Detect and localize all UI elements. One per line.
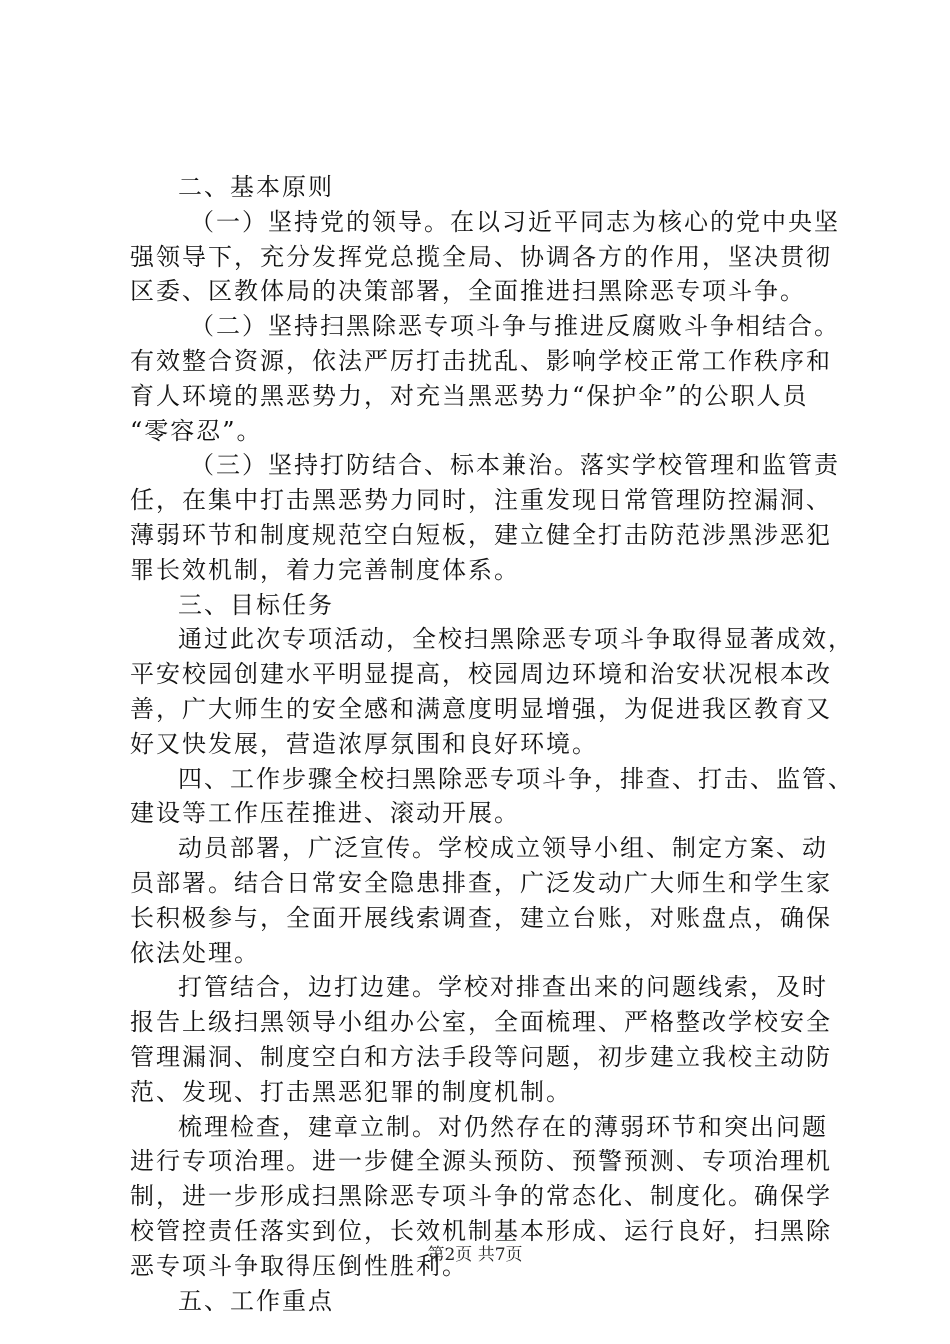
- document-body: [130, 170, 854, 1318]
- paragraph-line: 打管结合，边打边建。学校对排查出来的问题线索，及时: [178, 973, 828, 1002]
- paragraph-line: 长积极参与，全面开展线索调查，建立台账，对账盘点，确保: [130, 903, 832, 932]
- paragraph-line: 报告上级扫黑领导小组办公室，全面梳理、严格整改学校安全: [130, 1008, 832, 1037]
- paragraph-line: 好又快发展，营造浓厚氛围和良好环境。: [130, 729, 598, 758]
- section-heading: 三、目标任务: [178, 590, 334, 619]
- paragraph-line: 动员部署，广泛宣传。学校成立领导小组、制定方案、动: [178, 834, 828, 863]
- paragraph-line: 依法处理。: [130, 938, 260, 967]
- paragraph-line: 员部署。结合日常安全隐患排查，广泛发动广大师生和学生家: [130, 868, 832, 897]
- paragraph-line: （一）坚持党的领导。在以习近平同志为核心的党中央坚: [190, 207, 840, 236]
- paragraph-line: 范、发现、打击黑恶犯罪的制度机制。: [130, 1077, 572, 1106]
- section-heading: 四、工作步骤全校扫黑除恶专项斗争，排查、打击、监管、: [178, 764, 854, 793]
- paragraph-line: 建设等工作压茬推进、滚动开展。: [130, 799, 520, 828]
- paragraph-line: 罪长效机制，着力完善制度体系。: [130, 555, 520, 584]
- paragraph-line: （三）坚持打防结合、标本兼治。落实学校管理和监管责: [190, 451, 840, 480]
- paragraph-line: 通过此次专项活动，全校扫黑除恶专项斗争取得显著成效，: [178, 625, 854, 654]
- paragraph-line: 区委、区教体局的决策部署，全面推进扫黑除恶专项斗争。: [130, 277, 806, 306]
- paragraph-line: 善，广大师生的安全感和满意度明显增强，为促进我区教育又: [130, 694, 832, 723]
- paragraph-line: 育人环境的黑恶势力，对充当黑恶势力“保护伞”的公职人员: [130, 381, 809, 410]
- section-heading: 二、基本原则: [178, 173, 334, 201]
- page-number: 第2页 共7页: [427, 1245, 523, 1265]
- paragraph-line: “零容忍”。: [130, 416, 263, 445]
- paragraph-line: 薄弱环节和制度规范空白短板，建立健全打击防范涉黑涉恶犯: [130, 520, 832, 549]
- paragraph-line: 梳理检查，建章立制。对仍然存在的薄弱环节和突出问题: [178, 1112, 828, 1141]
- paragraph-line: 恶专项斗争取得压倒性胜利。: [130, 1251, 468, 1280]
- paragraph-line: 任，在集中打击黑恶势力同时，注重发现日常管理防控漏洞、: [130, 486, 832, 515]
- paragraph-line: 平安校园创建水平明显提高，校园周边环境和治安状况根本改: [130, 660, 832, 689]
- paragraph-line: （二）坚持扫黑除恶专项斗争与推进反腐败斗争相结合。: [190, 312, 840, 341]
- paragraph-line: 制，进一步形成扫黑除恶专项斗争的常态化、制度化。确保学: [130, 1182, 832, 1211]
- section-heading: 五、工作重点: [178, 1286, 334, 1315]
- paragraph-line: 有效整合资源，依法严厉打击扰乱、影响学校正常工作秩序和: [130, 346, 832, 375]
- page-footer: [0, 1243, 950, 1267]
- paragraph-line: 校管控责任落实到位，长效机制基本形成、运行良好，扫黑除: [130, 1216, 832, 1245]
- paragraph-line: 管理漏洞、制度空白和方法手段等问题，初步建立我校主动防: [130, 1042, 832, 1071]
- paragraph-line: 进行专项治理。进一步健全源头预防、预警预测、专项治理机: [130, 1147, 832, 1176]
- paragraph-line: 强领导下，充分发挥党总揽全局、协调各方的作用，坚决贯彻: [130, 242, 832, 271]
